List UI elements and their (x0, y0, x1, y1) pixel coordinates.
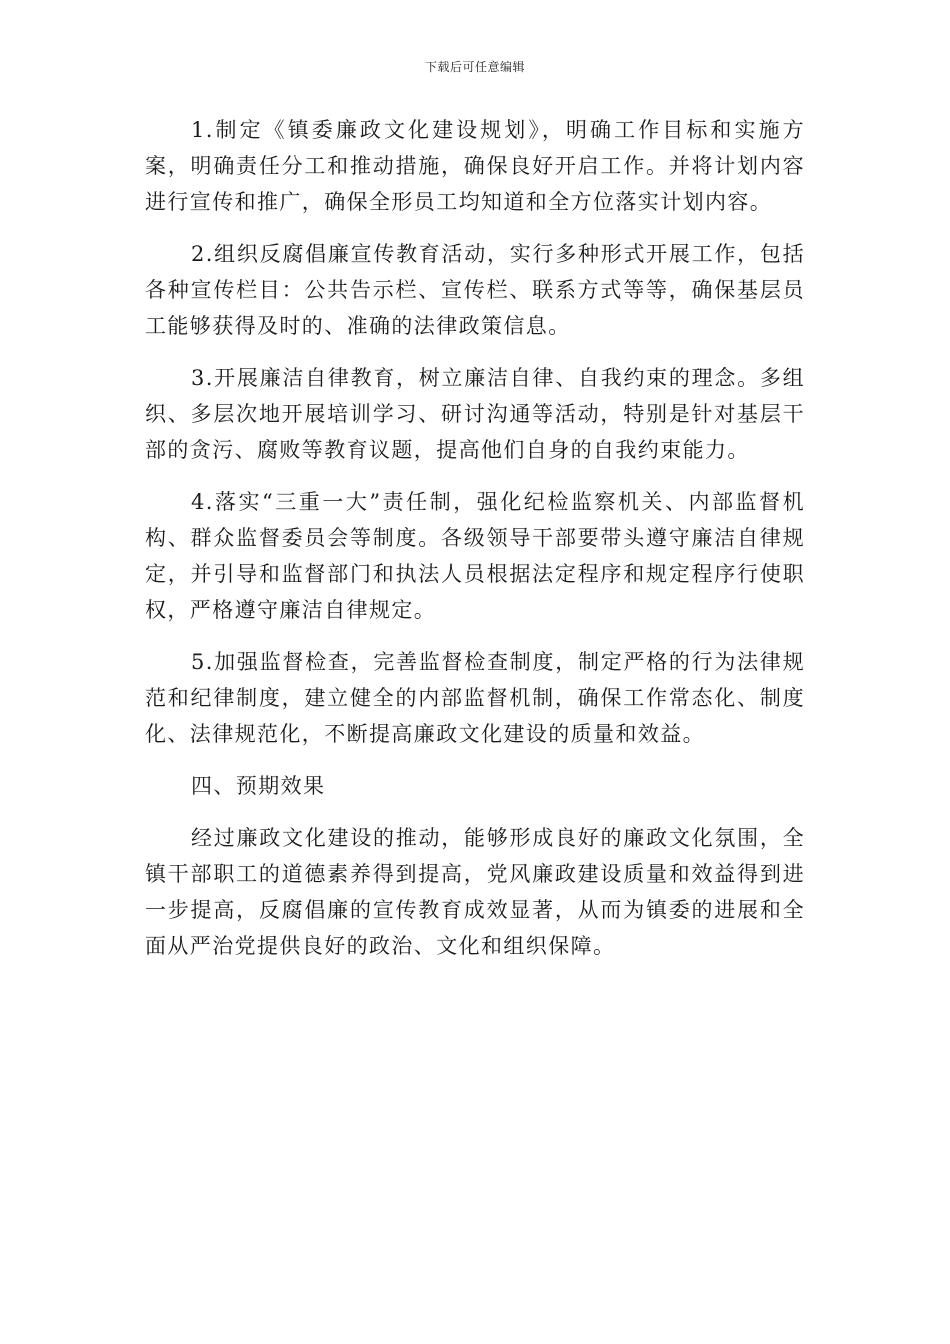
paragraph-4: 4.落实“三重一大”责任制，强化纪检监察机关、内部监督机构、群众监督委员会等制度。各级领导干部要带头遵守廉洁自律规定，并引导和监督部门和执法人员根据法定程序和规定程序行使职权，严格遵守廉洁自律规定。 (145, 490, 805, 622)
header-note: 下载后可任意编辑 (424, 60, 525, 74)
paragraph-5: 5.加强监督检查，完善监督检查制度，制定严格的行为法律规范和纪律制度，建立健全的内部监督机制，确保工作常态化、制度化、法律规范化，不断提高廉政文化建设的质量和效益。 (145, 650, 805, 746)
section-heading: 四、预期效果 (191, 774, 326, 798)
closing-paragraph: 经过廉政文化建设的推动，能够形成良好的廉政文化氛围，全镇干部职工的道德素养得到提高，党风廉政建设质量和效益得到进一步提高，反腐倡廉的宣传教育成效显著，从而为镇委的进展和全面从严治党提供良好的政治、文化和组织保障。 (145, 826, 805, 958)
paragraph-3: 3.开展廉洁自律教育，树立廉洁自律、自我约束的理念。多组织、多层次地开展培训学习、研讨沟通等活动，特别是针对基层干部的贪污、腐败等教育议题，提高他们自身的自我约束能力。 (145, 366, 805, 462)
paragraph-1: 1.制定《镇委廉政文化建设规划》，明确工作目标和实施方案，明确责任分工和推动措施，确保良好开启工作。并将计划内容进行宣传和推广，确保全形员工均知道和全方位落实计划内容。 (145, 118, 805, 214)
document-body (145, 112, 805, 980)
paragraph-2: 2.组织反腐倡廉宣传教育活动，实行多种形式开展工作，包括各种宣传栏目：公共告示栏、宣传栏、联系方式等等，确保基层员工能够获得及时的、准确的法律政策信息。 (145, 242, 805, 338)
